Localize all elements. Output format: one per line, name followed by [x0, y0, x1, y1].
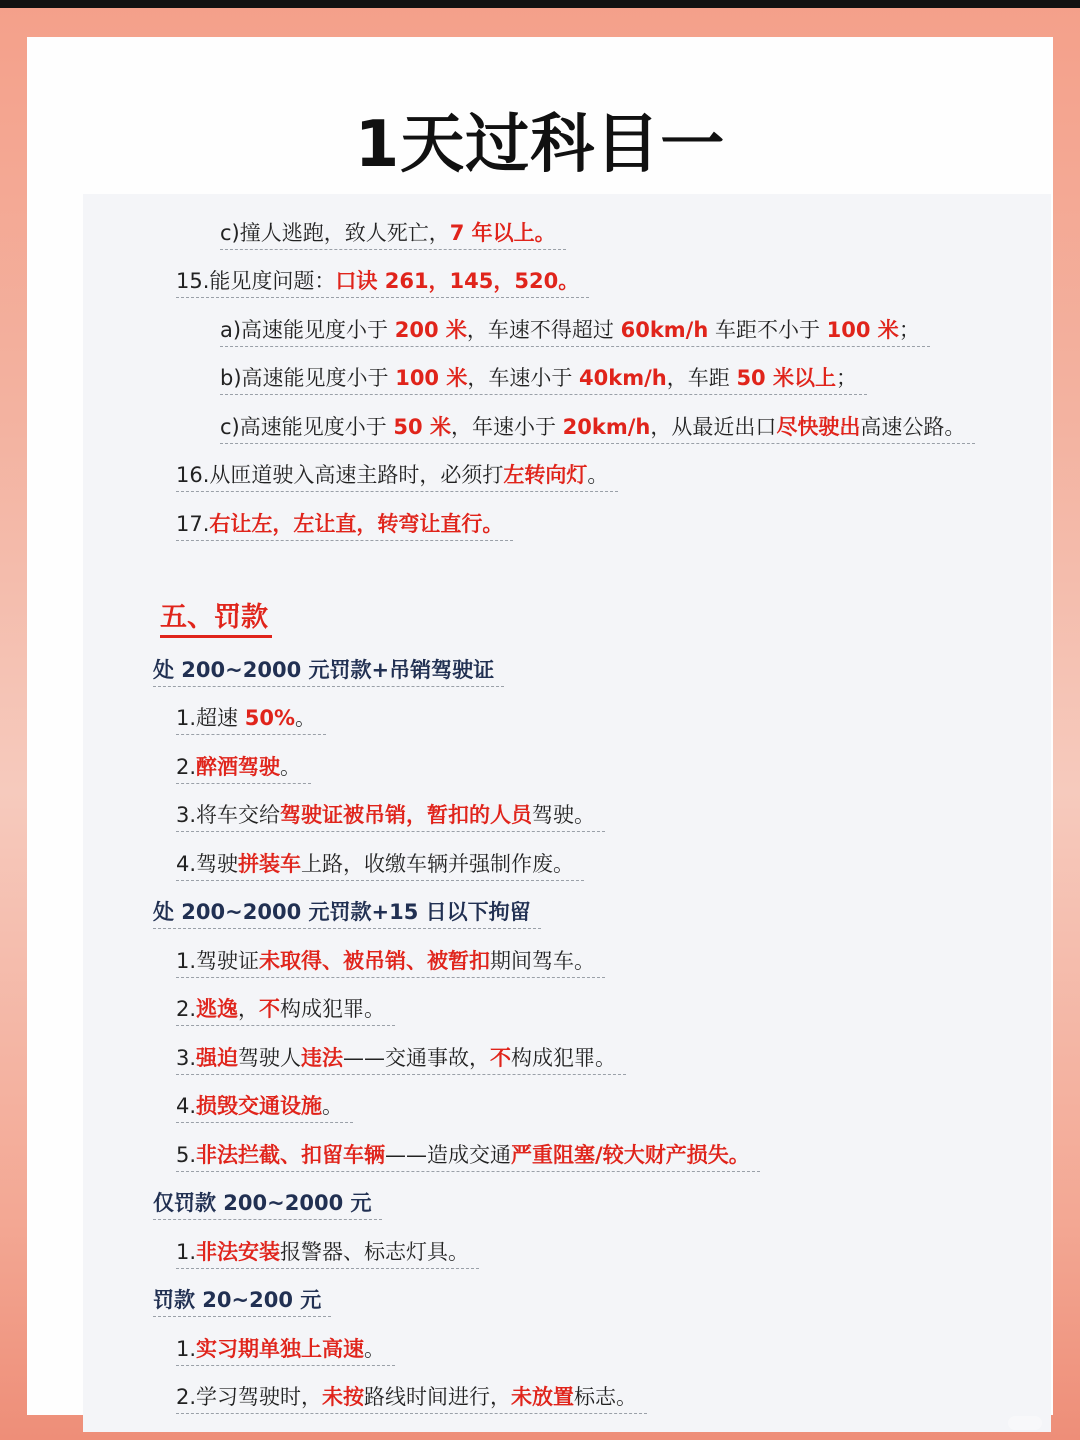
item-text: 构成犯罪。	[280, 997, 386, 1021]
highlight-text: 逃逸	[196, 997, 239, 1021]
list-item	[176, 509, 513, 541]
item-text: 17.	[176, 512, 210, 536]
fine-category-heading	[153, 1188, 382, 1220]
highlight-text: 50%	[244, 706, 295, 730]
item-text: 。	[322, 1094, 344, 1118]
item-text: 3.将车交给	[176, 803, 281, 827]
list-item	[176, 800, 605, 832]
item-text: 。	[280, 755, 302, 779]
item-text: ；	[898, 318, 920, 342]
highlight-text: 7 年以上。	[449, 221, 556, 245]
item-text: 路线时间进行，	[364, 1385, 512, 1409]
list-item	[220, 363, 867, 395]
highlight-text: 实习期单独上高速	[196, 1337, 365, 1361]
item-text: 1.驾驶证	[176, 949, 260, 973]
item-text: 高速公路。	[860, 415, 966, 439]
item-text: ，车距	[666, 366, 737, 390]
list-item	[176, 703, 326, 735]
item-text: ，	[238, 997, 260, 1021]
list-item	[176, 849, 584, 881]
fine-category-heading	[153, 655, 504, 687]
item-text: ；	[835, 366, 857, 390]
highlight-text: 未取得、被吊销、被暂扣	[259, 949, 491, 973]
list-item	[220, 315, 930, 347]
item-text: 车距不小于	[708, 318, 827, 342]
item-text: 2.学习驾驶时，	[176, 1385, 323, 1409]
highlight-text: 40km/h	[579, 366, 667, 390]
item-text: 3.	[176, 1046, 197, 1070]
item-text: 4.驾驶	[176, 852, 239, 876]
item-text: 1.超速	[176, 706, 245, 730]
item-text: 期间驾车。	[490, 949, 596, 973]
item-text: 报警器、标志灯具。	[280, 1240, 470, 1264]
watermark-logo	[1008, 1416, 1042, 1430]
fine-category-heading	[153, 897, 541, 929]
list-item	[220, 412, 975, 444]
item-text: 2.	[176, 755, 197, 779]
item-text: 16.从匝道驶入高速主路时，必须打	[176, 463, 504, 487]
list-item	[176, 946, 605, 978]
item-text: 构成犯罪。	[511, 1046, 617, 1070]
list-item	[176, 1043, 626, 1075]
highlight-text: 非法安装	[196, 1240, 281, 1264]
item-text: 。	[364, 1337, 386, 1361]
highlight-text: 不	[259, 997, 281, 1021]
item-text: ，从最近出口	[650, 415, 777, 439]
item-text: 罚款 20~200 元	[153, 1288, 322, 1312]
item-text: ，车速小于	[467, 366, 580, 390]
highlight-text: 60km/h	[620, 318, 709, 342]
item-text: 5.	[176, 1143, 197, 1167]
highlight-text: 强迫	[196, 1046, 239, 1070]
item-text: 处 200~2000 元罚款+15 日以下拘留	[153, 900, 531, 924]
item-text: ——交通事故，	[343, 1046, 491, 1070]
highlight-text: 50 米以上	[736, 366, 836, 390]
list-item	[176, 1334, 395, 1366]
item-text: ，年速小于	[450, 415, 563, 439]
highlight-text: 醉酒驾驶	[196, 755, 281, 779]
highlight-text: 未按	[322, 1385, 365, 1409]
page-title: 1天过科目一	[354, 108, 726, 182]
document-body	[83, 194, 1051, 1432]
item-text: 。	[587, 463, 609, 487]
item-text: 上路，收缴车辆并强制作废。	[301, 852, 575, 876]
highlight-text: 口诀 261，145，520。	[335, 269, 580, 293]
highlight-text: 拼装车	[238, 852, 302, 876]
highlight-text: 20km/h	[562, 415, 651, 439]
highlight-text: 左转向灯	[503, 463, 588, 487]
fine-category-heading	[153, 1285, 331, 1317]
item-text: ，车速不得超过	[466, 318, 621, 342]
list-item	[220, 218, 566, 250]
highlight-text: 驾驶证被吊销，暂扣的人员	[280, 803, 533, 827]
item-text: c)高速能见度小于	[220, 415, 394, 439]
item-text: 1.	[176, 1337, 197, 1361]
highlight-text: 尽快驶出	[776, 415, 861, 439]
item-text: 。	[294, 706, 316, 730]
item-text: 处 200~2000 元罚款+吊销驾驶证	[153, 658, 495, 682]
highlight-text: 损毁交通设施	[196, 1094, 323, 1118]
list-item	[176, 994, 395, 1026]
item-text: 2.	[176, 997, 197, 1021]
highlight-text: 100 米	[826, 318, 899, 342]
list-item	[176, 752, 311, 784]
item-text: c)撞人逃跑，致人死亡，	[220, 221, 450, 245]
list-item	[176, 460, 618, 492]
list-item	[176, 1382, 647, 1414]
item-text: ——造成交通	[385, 1143, 512, 1167]
item-text: a)高速能见度小于	[220, 318, 395, 342]
item-text: 4.	[176, 1094, 197, 1118]
item-text: 1.	[176, 1240, 197, 1264]
item-text: 标志。	[574, 1385, 638, 1409]
top-status-bar	[0, 0, 1080, 8]
document-card	[27, 37, 1053, 1415]
highlight-text: 违法	[301, 1046, 344, 1070]
highlight-text: 100 米	[395, 366, 468, 390]
item-text: b)高速能见度小于	[220, 366, 396, 390]
item-text: 驾驶人	[238, 1046, 302, 1070]
item-text: 仅罚款 200~2000 元	[153, 1191, 372, 1215]
item-text: 15.能见度问题：	[176, 269, 336, 293]
list-item	[176, 266, 589, 298]
highlight-text: 右让左，左让直，转弯让直行。	[209, 512, 504, 536]
highlight-text: 200 米	[394, 318, 467, 342]
highlight-text: 非法拦截、扣留车辆	[196, 1143, 386, 1167]
item-text: 驾驶。	[532, 803, 596, 827]
list-item	[176, 1237, 479, 1269]
highlight-text: 不	[490, 1046, 512, 1070]
list-item	[176, 1140, 760, 1172]
highlight-text: 50 米	[393, 415, 451, 439]
highlight-text: 严重阻塞/较大财产损失。	[511, 1143, 750, 1167]
section-title: 五、罚款	[160, 601, 272, 638]
highlight-text: 未放置	[511, 1385, 575, 1409]
list-item	[176, 1091, 353, 1123]
